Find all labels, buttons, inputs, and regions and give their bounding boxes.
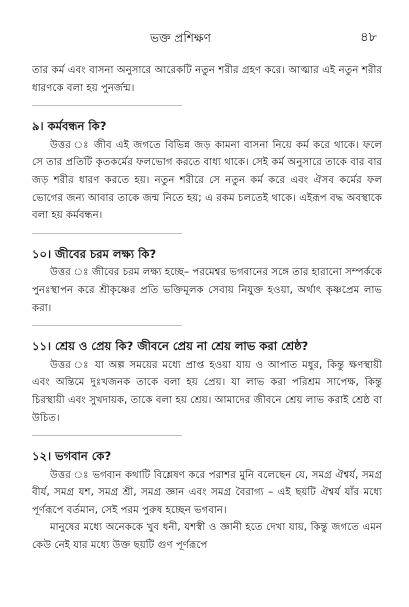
page-number: ৪৮	[360, 30, 377, 45]
section-11	[32, 338, 382, 427]
answer-paragraph: উত্তর ঃ জীব এই জগতে বিভিন্ন জড় কামনা বাসনা নিয়ে কর্ম করে থাকে। ফলে সে তার প্রতিটি কৃতকর্মের ফলভোগ করতে বাধ্য থাকে। সেই কর্ম অনুসারে তাকে বার বার জড় শরীর ধারণ করতে হয়। নতুন শরীরে সে নতুন কর্ম করে এবং ঐসব কর্মের ফল ভোগের জন্য আবার তাকে জন্ম নিতে হয়; এ রকম চলতেই থাকে। এইরূপ বদ্ধ অবস্থাকে বলা হয় কর্মবন্ধন।	[32, 139, 382, 222]
section-divider	[32, 325, 182, 326]
section-divider	[32, 233, 182, 234]
answer-paragraph: উত্তর ঃ যা অল্প সময়ের মধ্যে প্রাপ্ত হওয়া যায় ও আপাত মধুর, কিন্তু ক্ষণস্থায়ী এবং অন্তিমে দুঃখজনক তাকে বলা হয় প্রেয়। যা লাভ করা পরিশ্রম সাপেক্ষ, কিন্তু চিরস্থায়ী এবং সুখদায়ক, তাকে বলা হয় শ্রেয়। আমাদের জীবনে শ্রেয় লাভ করাই শ্রেষ্ঠ বা উচিত।	[32, 359, 382, 424]
page-header	[0, 30, 409, 50]
section-10	[32, 246, 382, 317]
page-content	[32, 62, 382, 555]
question-heading: ১০। জীবের চরম লক্ষ্য কি?	[32, 246, 157, 261]
answer-paragraph-continued: মানুষের মধ্যে অনেককে খুব ধনী, যশস্বী ও জ্ঞানী হতে দেখা যায়, কিন্তু জগতে এমন কেউ নেই যার মধ্যে উক্ত ছয়টি গুণ পূর্ণরূপে	[32, 522, 382, 552]
intro-paragraph: তার কর্ম এবং বাসনা অনুসারে আরেকটি নতুন শরীর গ্রহণ করে। আত্মার এই নতুন শরীর ধারণকে বলা হয় পুনর্জন্ম।	[32, 65, 382, 94]
question-heading: ১১। শ্রেয় ও প্রেয় কি? জীবনে প্রেয় না শ্রেয় লাভ করা শ্রেষ্ঠ?	[32, 339, 309, 354]
answer-paragraph: উত্তর ঃ ভগবান কথাটি বিশ্লেষণ করে পরাশর মুনি বলেছেন যে, সমগ্র ঐশ্বর্য, সমগ্র বীর্য, সমগ্র যশ, সমগ্র শ্রী, সমগ্র জ্ঞান এবং সমগ্র বৈরাগ্য – এই ছয়টি ঐশ্বর্য যাঁর মধ্যে পূর্ণরূপে বর্তমান, সেই পরম পুরুষ হচ্ছেন ভগবান।	[32, 469, 382, 516]
section-divider	[32, 105, 182, 106]
question-heading: ১২। ভগবান কে?	[32, 449, 112, 464]
running-title: ভক্ত প্রশিক্ষণ	[150, 31, 211, 45]
section-9	[32, 118, 382, 225]
section-12	[32, 448, 382, 555]
answer-paragraph: উত্তর ঃ জীবের চরম লক্ষ্য হচ্ছে– পরমেশ্বর ভগবানের সঙ্গে তার হারানো সম্পর্ককে পুনঃস্থাপন করে শ্রীকৃষ্ণের প্রতি ভক্তিমূলক সেবায় নিযুক্ত হওয়া, অর্থাৎ কৃষ্ণপ্রেম লাভ করা।	[32, 267, 382, 314]
question-heading: ৯। কর্মবন্ধন কি?	[32, 119, 107, 134]
section-divider	[32, 435, 182, 436]
